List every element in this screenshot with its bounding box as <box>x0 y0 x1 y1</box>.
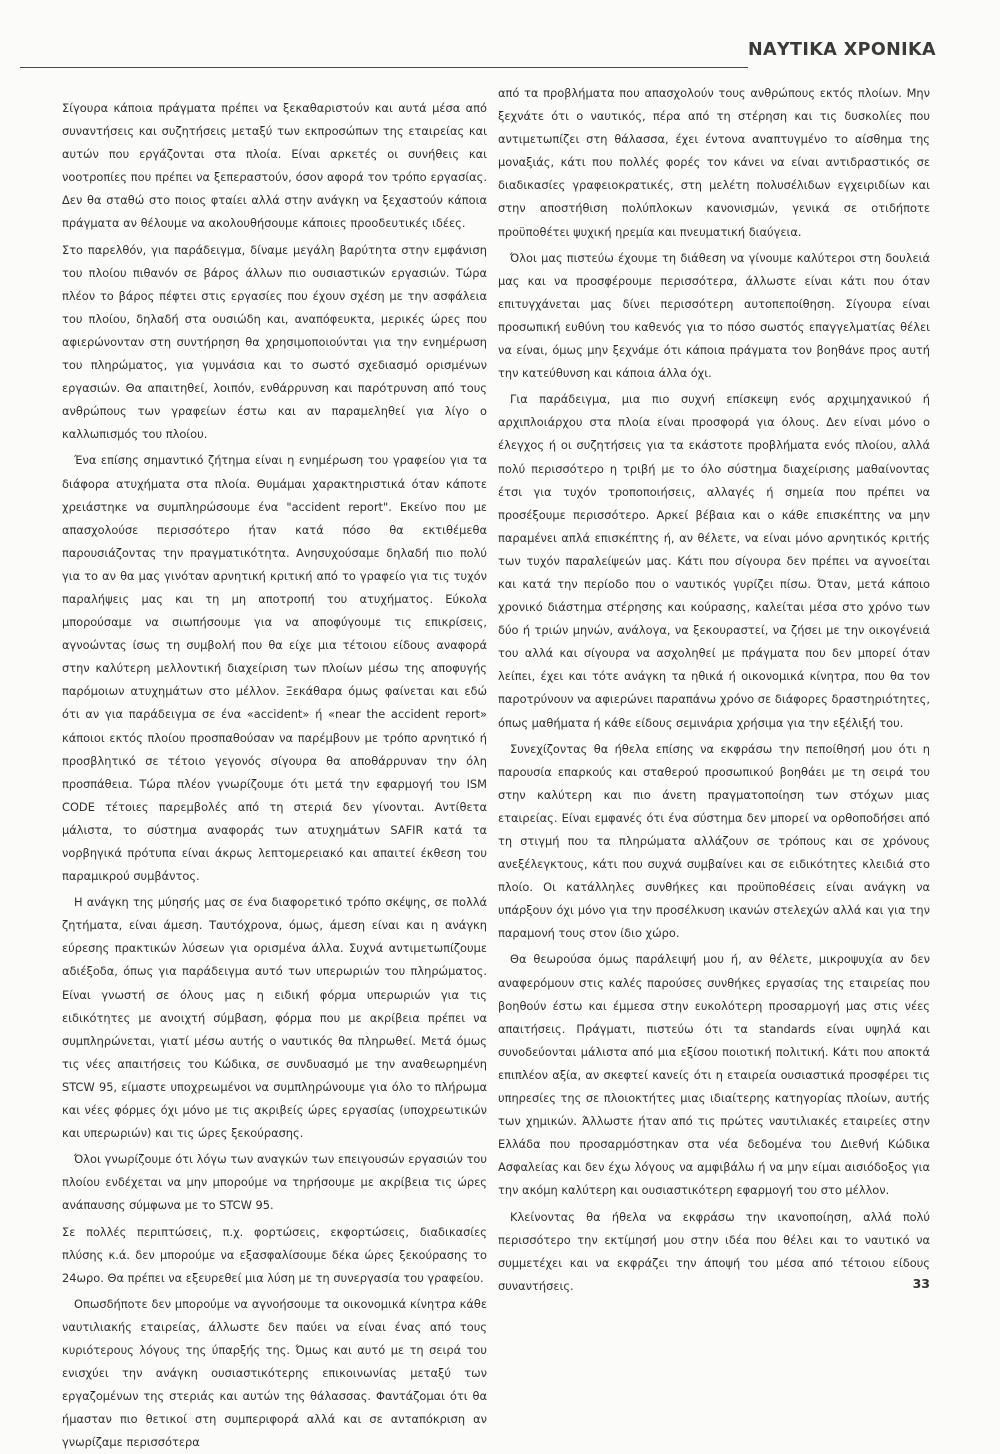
paragraph: Οπωσδήποτε δεν μπορούμε να αγνοήσουμε τα οικονομικά κίνητρα κάθε ναυτιλιακής εταιρείας, άλλωστε δεν παύει να είναι ένας από τους κυριότερους λόγους της ύπαρξής της. Όμως και αυτό με τη σειρά του ενισχύει την ανάγκη ουσιαστικότερης επικοινωνίας μεταξύ των εργαζομένων της στεριάς και αυτών της θάλασσας. Φαντάζομαι ότι θα ήμασταν πιο θετικοί στη συμπεριφορά αλλά και σε ανταπόκριση αν γνωρίζαμε περισσότερα <box>62 1296 487 1450</box>
paragraph: Στο παρελθόν, για παράδειγμα, δίναμε μεγάλη βαρύτητα στην εμφάνιση του πλοίου πιθανόν σε βάρος άλλων πιο ουσιαστικών εργασιών. Τώρα πλέον το βάρος πέφτει στις εργασίες που έχουν σχέση με την ασφάλεια του πλοίου, δηλαδή στα ουσιώδη και, αναπόφευκτα, μερικές ώρες που αφιερώνονταν στη συντήρηση θα χρησιμοποιούνται για την ενημέρωση του πληρώματος, για γυμνάσια και το σωστό σχεδιασμό ορισμένων εργασιών. Θα απαιτηθεί, λοιπόν, ενθάρρυνση και παρότρυνση από τους ανθρώπους των γραφείων έστω και αν παραμεληθεί για λίγο ο καλλωπισμός του πλοίου. <box>62 242 487 442</box>
paragraph: Συνεχίζοντας θα ήθελα επίσης να εκφράσω την πεποίθησή μου ότι η παρουσία επαρκούς και σταθερού προσωπικού βοηθάει με τη σειρά του στην καλύτερη και πιο άνετη πραγματοποίηση των στόχων μιας εταιρείας. Είναι εμφανές ότι ένα σύστημα δεν μπορεί να ορθοποδήσει από τη στιγμή που τα πληρώματα αλλάζουν σε τρόπους και σε χρόνους ανεξέλεγκτους, κάτι που συχνά συμβαίνει και σε ειδικότητες κλειδιά στο πλοίο. Οι κατάλληλες συνθήκες και προϋποθέσεις είναι ανάγκη να υπάρξουν όχι μόνο για την προσέλκυση ικανών στελεχών αλλά και για την παραμονή τους στον ίδιο χώρο. <box>498 741 930 941</box>
paragraph: Σε πολλές περιπτώσεις, π.χ. φορτώσεις, εκφορτώσεις, διαδικασίες πλύσης κ.ά. δεν μπορούμε να εξασφαλίσουμε δέκα ώρες ξεκούρασης το 24ωρο. Θα πρέπει να εξευρεθεί μια λύση με τη συνεργασία του γραφείου. <box>62 1224 487 1285</box>
page-number: 33 <box>912 1276 930 1291</box>
paragraph: Ένα επίσης σημαντικό ζήτημα είναι η ενημέρωση του γραφείου για τα διάφορα ατυχήματα στα πλοία. Θυμάμαι χαρακτηριστικά όταν κάποτε χρειάστηκε να συμπληρώσουμε ένα "accident report". Εκείνο που με απασχολούσε περισσότερο ήταν κατά πόσο θα εκτιθέμεθα παρουσιάζοντας την πραγματικότητα. Ανησυχούσαμε δηλαδή πιο πολύ για το αν θα μας γινόταν αρνητική κριτική από το γραφείο για τις τυχόν παραλήψεις μας και τη μη αποτροπή του ατυχήματος. Εύκολα μπορούσαμε να σιωπήσουμε για να αποφύγουμε τις επικρίσεις, αγνοώντας ίσως τη συμβολή που θα είχε μια τέτοιου είδους αναφορά στην καλύτερη μελλοντική διαχείριση των πλοίων μέσω της αποφυγής παρόμοιων ατυχημάτων στο μέλλον. Ξεκάθαρα όμως φαίνεται και εδώ ότι αν για παράδειγμα σε ένα «accident» ή «near the accident report» κάποιοι εκτός πλοίου προσπαθούσαν να παρέμβουν με τρόπο αρνητικό ή προσβλητικό σε τέτοιο γεγονός σίγουρα θα αποθάρρυναν την όλη προσπάθεια. Τώρα πλέον γνωρίζουμε ότι μετά την εφαρμογή του ISM CODE τέτοιες παρεμβολές από τη στεριά δεν γίνονται. Αντίθετα μάλιστα, το σύστημα αναφοράς των ατυχημάτων SAFIR κατά τα νορβηγικά πρότυπα είναι άκρως λεπτομερειακό και απαιτεί έκθεση του παραμικρού συμβάντος. <box>62 453 487 884</box>
paragraph: Η ανάγκη της μύησής μας σε ένα διαφορετικό τρόπο σκέψης, σε πολλά ζητήματα, είναι άμεση. Ταυτόχρονα, όμως, άμεση είναι και η ανάγκη εύρεσης πρακτικών λύσεων για ορισμένα άλλα. Συχνά αντιμετωπίζουμε αδιέξοδα, όπως για παράδειγμα αυτό των υπερωριών του πληρώματος. Είναι γνωστή σε όλους μας η ειδική φόρμα υπερωριών για τις ειδικότητες με ανοιχτή σύμβαση, φόρμα που με ακρίβεια πρέπει να συμπληρώνεται, γιατί μέσω αυτής ο ναυτικός θα πληρωθεί. Μετά όμως τις νέες απαιτήσεις του Κώδικα, σε συνδυασμό με την αναθεωρημένη STCW 95, είμαστε υποχρεωμένοι να συμπληρώνουμε για όλο το πλήρωμα και νέες φόρμες όχι μόνο με τις ακριβείς ώρες εργασίας (υποχρεωτικών και υπερωριών) και τις ώρες ξεκούρασης. <box>62 895 487 1141</box>
paragraph: Όλοι γνωρίζουμε ότι λόγω των αναγκών των επειγουσών εργασιών του πλοίου ενδέχεται να μην μπορούμε να τηρήσουμε με ακρίβεια τις ώρες ανάπαυσης σύμφωνα με το STCW 95. <box>62 1152 487 1213</box>
header-rule <box>20 67 748 68</box>
paragraph: από τα προβλήματα που απασχολούν τους ανθρώπους εκτός πλοίων. Μην ξεχνάτε ότι ο ναυτικός, πέρα από τη στέρηση και τις δυσκολίες που αντιμετωπίζει στη θάλασσα, έχει έντονα αναπτυγμένο το αίσθημα της μοναξιάς, κάτι που πολλές φορές τον κάνει να είναι αντιδραστικός σε διαδικασίες γραφειοκρατικές, στη μελέτη πολυσέλιδων εγχειριδίων και στην αποστήθιση πολύπλοκων κανονισμών, γενικά σε οτιδήποτε προϋποθέτει ψυχική ηρεμία και πνευματική διαύγεια. <box>498 86 930 239</box>
paragraph: Θα θεωρούσα όμως παράλειψή μου ή, αν θέλετε, μικροψυχία αν δεν αναφερόμουν στις καλές παρούσες συνθήκες εργασίας της εταιρείας που βοηθούν έστω και έμμεσα στην ευκολότερη προσαρμογή μας στις νέες απαιτήσεις. Πράγματι, πιστεύω ότι τα standards είναι υψηλά και συνοδεύονται μάλιστα από μια εξίσου ποιοτική πολιτική. Κάτι που αποκτά επιπλέον αξία, αν σκεφτεί κανείς ότι η εταιρεία ουσιαστικά προσφέρει τις υπηρεσίες της σε πλοιοκτήτες μιας ιδιαίτερης κατηγορίας πλοίων, αυτής των χημικών. Άλλωστε ήταν από τις πρώτες ναυτιλιακές εταιρείες στην Ελλάδα που προσαρμόστηκαν στα νέα δεδομένα του Διεθνή Κώδικα Ασφαλείας και δεν έχω λόγους να αμφιβάλω ή να μην είμαι αισιόδοξος για την ακόμη καλύτερη και ουσιαστικότερη εφαρμογή του στο μέλλον. <box>498 952 930 1198</box>
paragraph: Κλείνοντας θα ήθελα να εκφράσω την ικανοποίηση, αλλά πολύ περισσότερο την εκτίμησή μου στην ιδέα που θέλει και το ναυτικό να συμμετέχει και να εκφράζει την άποψή του μέσα από τέτοιου είδους συναντήσεις. <box>498 1209 930 1293</box>
paragraph: Όλοι μας πιστεύω έχουμε τη διάθεση να γίνουμε καλύτεροι στη δουλειά μας και να προσφέρουμε περισσότερα, άλλωστε είναι κάτι που όταν επιτυγχάνεται μας δίνει περισσότερη αυτοπεποίθηση. Σίγουρα είναι προσωπική ευθύνη του καθενός για το πόσο σωστός επαγγελματίας θέλει να είναι, όμως μην ξεχνάμε ότι κάποια πράγματα τον βοηθάνε προς αυτή την κατεύθυνση και κάποια άλλα όχι. <box>498 250 930 381</box>
paragraph: Σίγουρα κάποια πράγματα πρέπει να ξεκαθαριστούν και αυτά μέσα από συναντήσεις και συζητήσεις μεταξύ των εκπροσώπων της εταιρείας και αυτών που εργάζονται στα πλοία. Είναι αρκετές οι συνήθεις και νοοτροπίες που πρέπει να ξεπεραστούν, όσον αφορά τον τρόπο εργασίας. Δεν θα σταθώ στο ποιος φταίει αλλά στην ανάγκη να ξεχαστούν κάποια πράγματα αν θέλουμε να ακολουθήσουμε κάποιες προοδευτικές ιδέες. <box>62 101 487 231</box>
paragraph: Για παράδειγμα, μια πιο συχνή επίσκεψη ενός αρχιμηχανικού ή αρχιπλοιάρχου στα πλοία είναι προσφορά για όλους. Δεν είναι μόνο ο έλεγχος ή οι συζητήσεις για τα εκάστοτε προβλήματα ενός πλοίου, αλλά πολύ περισσότερο η τριβή με το όλο σύστημα διαχείρισης μαθαίνοντας έτσι για τυχόν τροποποιήσεις, αλλαγές ή σημεία που πρέπει να προσέξουμε περισσότερο. Αρκεί βέβαια και ο κάθε επισκέπτης να μην παραμένει απλά επισκέπτης ή, αν θέλετε, να είναι μόνο αρνητικός κριτής των τυχόν παραλείψεών μας. Κάτι που σίγουρα δεν πρέπει να αγνοείται και κατά την περίοδο που ο ναυτικός γυρίζει πίσω. Όταν, μετά κάποιο χρονικό διάστημα στέρησης και κούρασης, καλείται μέσα στο χρόνο των δύο ή τριών μηνών, ανάλογα, να ξεκουραστεί, να ζήσει με την οικογένειά του αλλά και σίγουρα να ασχοληθεί με πράγματα που δεν μπορεί όταν λείπει, έχει και τότε ανάγκη τα ηθικά ή οικονομικά κίνητρα, που θα τον παροτρύνουν να αφιερώνει παραπάνω χρόνο σε διάφορες δραστηριότητες, όπως μαθήματα ή κάθε είδους σεμινάρια χρήσιμα για την εξέλιξή του. <box>498 392 930 730</box>
magazine-title: ΝΑΥΤΙΚΑ ΧΡΟΝΙΚΑ <box>748 40 936 60</box>
article-column-left <box>62 97 487 1450</box>
